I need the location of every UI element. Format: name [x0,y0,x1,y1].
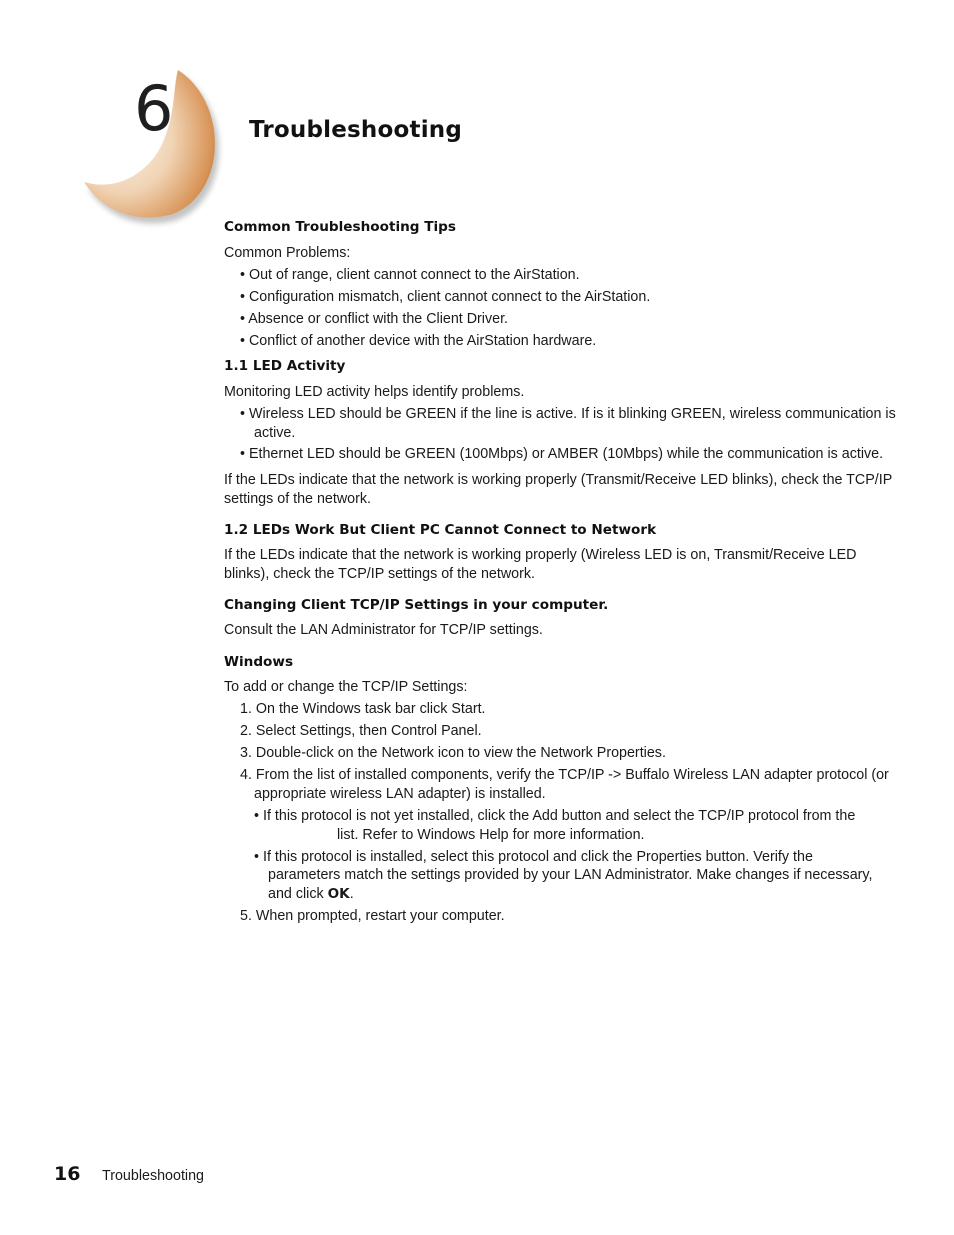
problem-item: • Conflict of another device with the AirStation hardware. [240,333,597,349]
common-problems-label: Common Problems: [224,245,351,261]
problem-item: • Configuration mismatch, client cannot connect to the AirStation. [240,289,651,305]
substep-text: and click [268,886,328,902]
windows-heading: Windows [224,654,294,670]
windows-substep-cont [268,885,354,904]
windows-intro: To add or change the TCP/IP Settings: [224,679,468,695]
windows-step: 5. When prompted, restart your computer. [240,908,505,924]
leds-work-text: blinks), check the TCP/IP settings of the network. [224,566,535,582]
windows-substep-cont: parameters match the settings provided by your LAN Administrator. Make changes if necessary, [268,867,873,883]
footer-label: Troubleshooting [102,1168,204,1184]
chapter-number: 6 [134,72,174,145]
chapter-title: Troubleshooting [249,117,463,143]
windows-step-cont: appropriate wireless LAN adapter) is installed. [254,786,546,802]
led-bullet-wireless: • Wireless LED should be GREEN if the line is active. If is it blinking GREEN, wireless communication is [240,406,896,422]
led-note-line: If the LEDs indicate that the network is working properly (Transmit/Receive LED blinks), check the TCP/IP [224,472,893,488]
tips-heading: Common Troubleshooting Tips [224,219,457,235]
led-intro-text: Monitoring LED activity helps identify problems. [224,384,525,400]
led-note-line: settings of the network. [224,491,372,507]
tcpip-heading: Changing Client TCP/IP Settings in your computer. [224,597,609,613]
ok-label: OK [327,886,350,902]
page-number: 16 [54,1163,81,1185]
windows-substep: • If this protocol is not yet installed, click the Add button and select the TCP/IP protocol from the [254,808,856,824]
leds-work-heading: 1.2 LEDs Work But Client PC Cannot Connect to Network [224,522,657,538]
led-activity-heading: 1.1 LED Activity [224,358,346,374]
windows-substep-cont: list. Refer to Windows Help for more information. [337,827,645,843]
problem-item: • Out of range, client cannot connect to the AirStation. [240,267,580,283]
substep-text: . [349,886,354,902]
led-bullet-ethernet: • Ethernet LED should be GREEN (100Mbps) or AMBER (10Mbps) while the communication is active. [240,446,884,462]
windows-step: 2. Select Settings, then Control Panel. [240,723,482,739]
windows-substep: • If this protocol is installed, select this protocol and click the Properties button. Verify the [254,849,813,865]
tcpip-text: Consult the LAN Administrator for TCP/IP settings. [224,622,543,638]
windows-step: 1. On the Windows task bar click Start. [240,701,486,717]
leds-work-text: If the LEDs indicate that the network is working properly (Wireless LED is on, Transmit/Receive LED [224,547,857,563]
led-bullet-wireless-cont: active. [254,425,296,441]
problem-item: • Absence or conflict with the Client Driver. [240,311,509,327]
windows-step: 3. Double-click on the Network icon to view the Network Properties. [240,745,666,761]
windows-step: 4. From the list of installed components, verify the TCP/IP -> Buffalo Wireless LAN adapter protocol (or [240,767,889,783]
